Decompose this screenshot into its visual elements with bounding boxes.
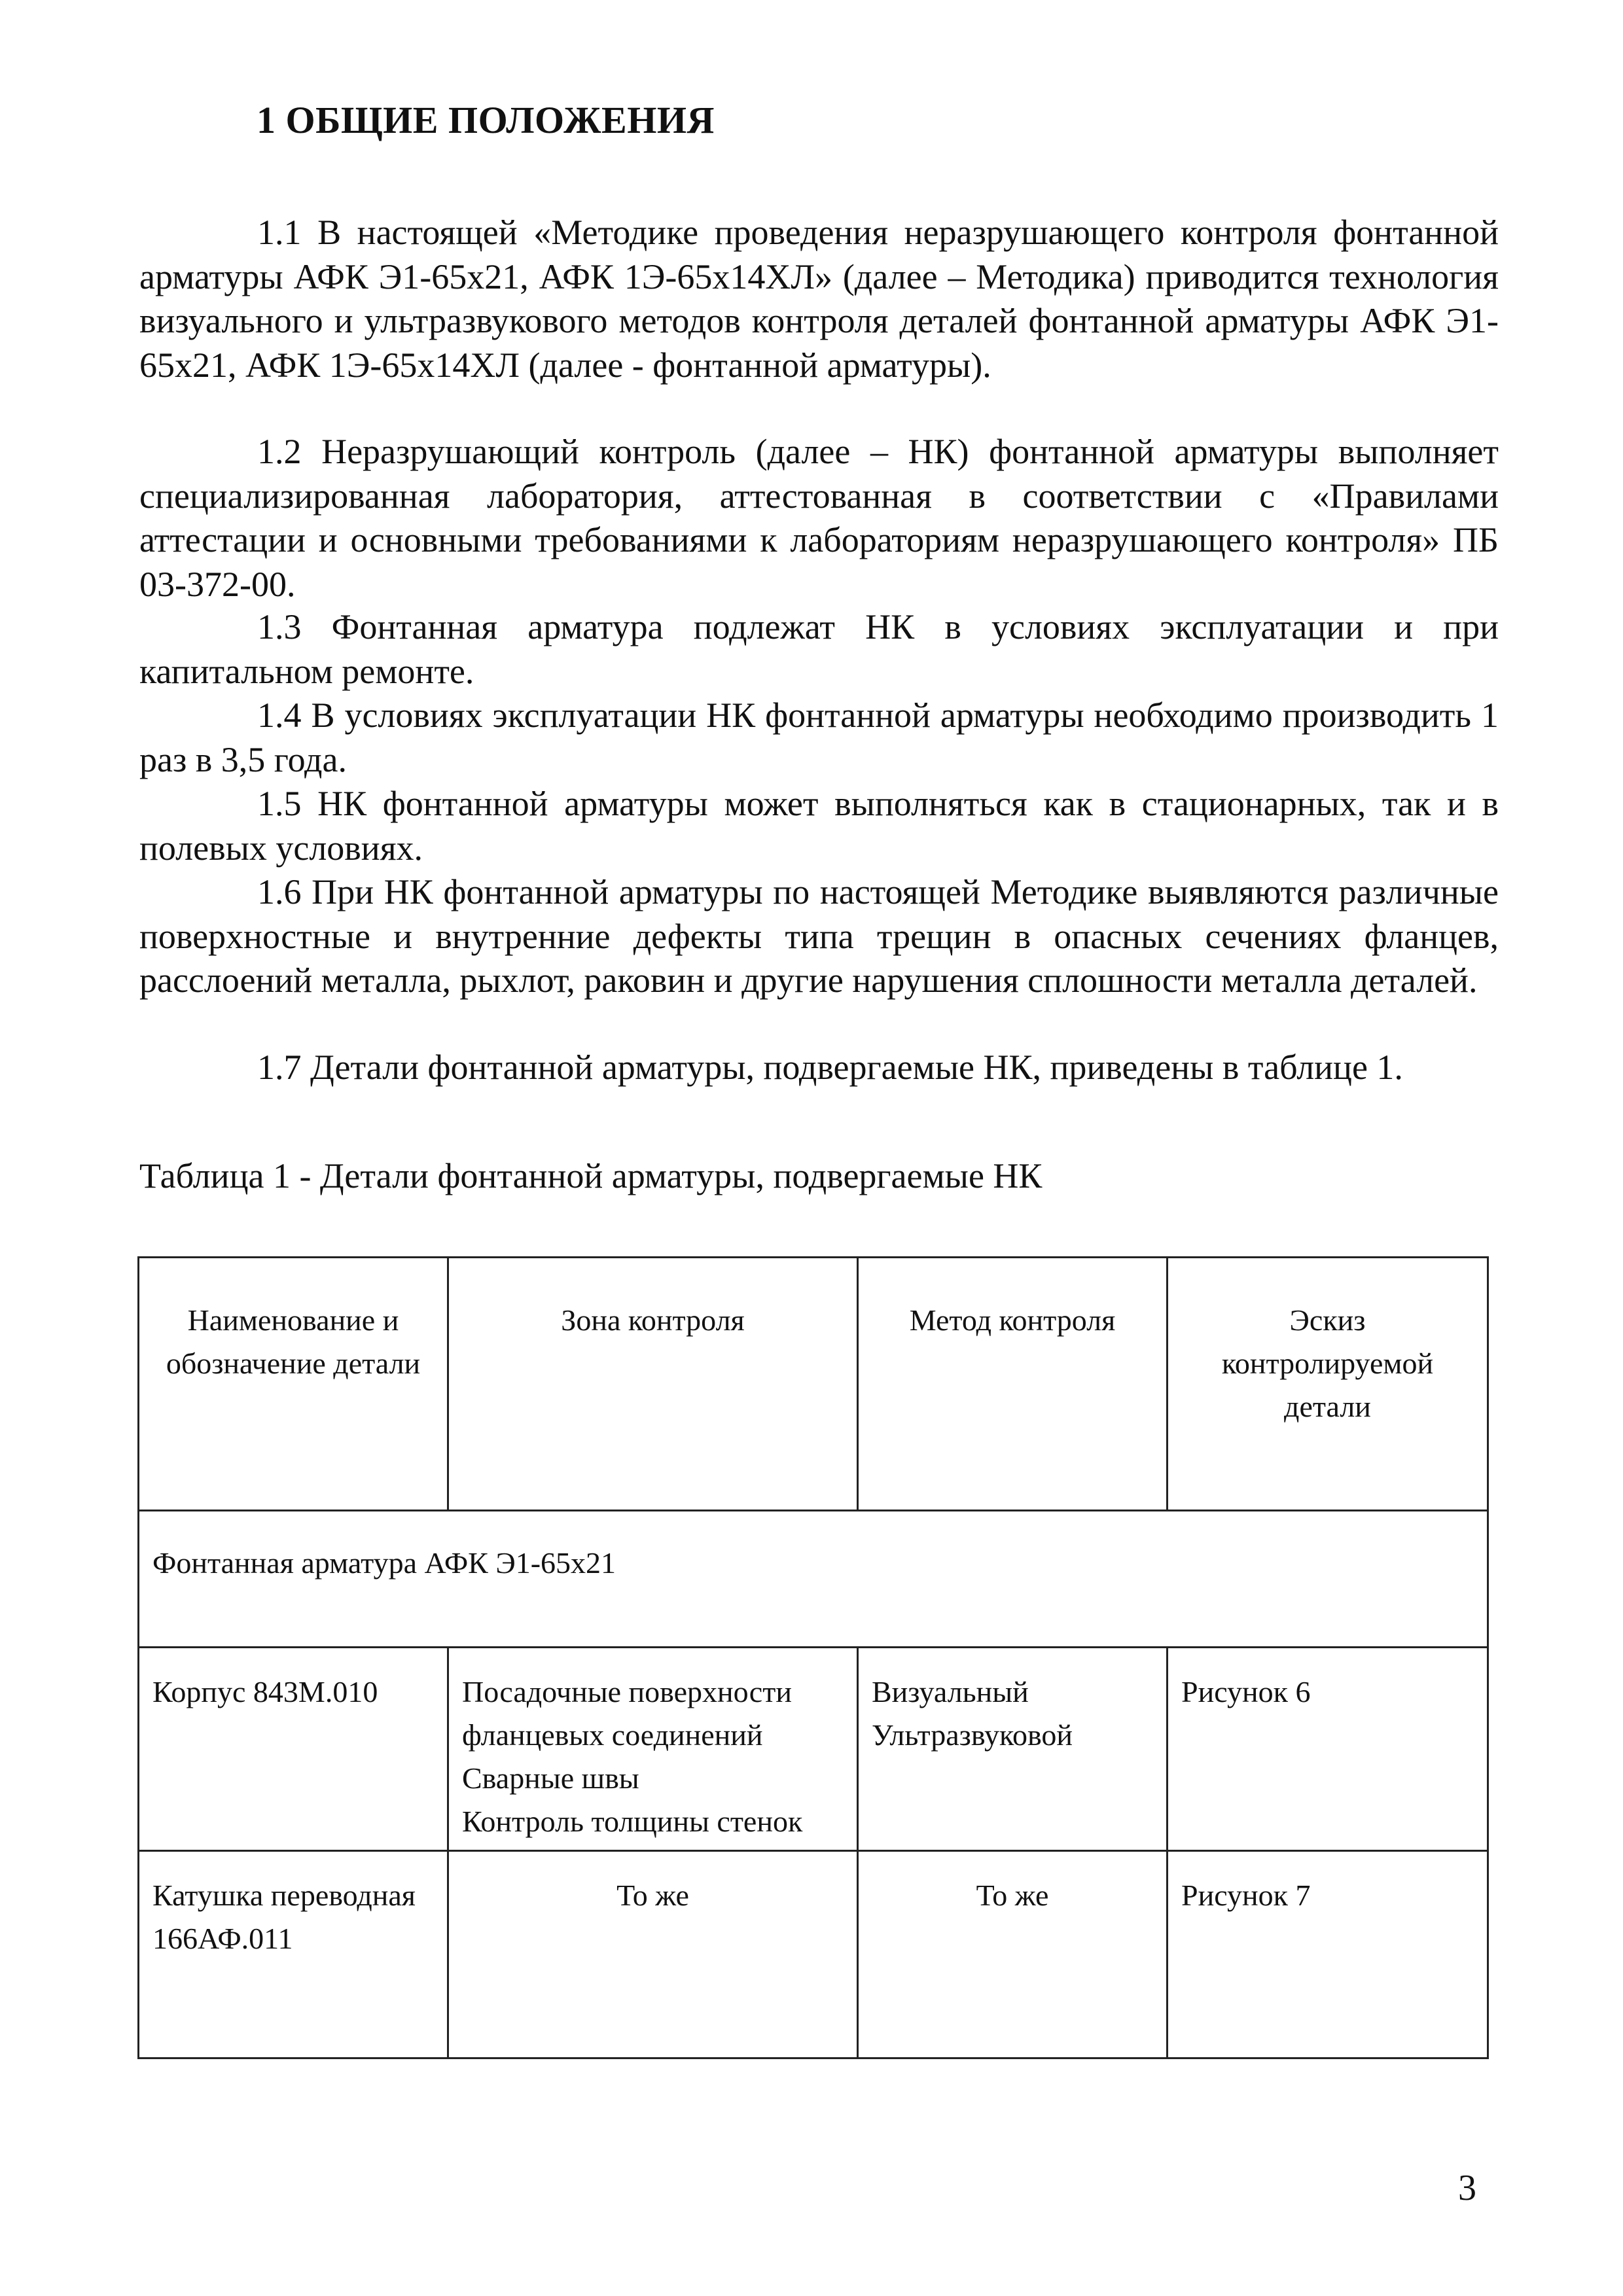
- paragraph-1-3: 1.3 Фонтанная арматура подлежат НК в условиях эксплуатации и при капитальном ремонте.: [139, 607, 1499, 691]
- cell-name: Корпус 843М.010: [139, 1648, 448, 1851]
- table-group-row: [139, 1511, 1488, 1648]
- section-heading: 1 ОБЩИЕ ПОЛОЖЕНИЯ: [257, 99, 715, 141]
- page-number: 3: [1458, 2168, 1476, 2208]
- paragraph-1-1: 1.1 В настоящей «Методике проведения неразрушающего контроля фонтанной арматуры АФК Э1-65х21, АФК 1Э-65х14ХЛ» (далее – Методика) приводится технология визуального и ультразвукового методов контроля деталей фонтанной арматуры АФК Э1-65х21, АФК 1Э-65х14ХЛ (далее - фонтанной арматуры).: [139, 213, 1499, 385]
- cell-zone: То же: [448, 1851, 858, 2058]
- zone-line: Сварные швы: [462, 1761, 639, 1795]
- table-header-row: [139, 1258, 1488, 1511]
- cell-sketch: Рисунок 7: [1168, 1851, 1488, 2058]
- header-method: Метод контроля: [858, 1258, 1168, 1511]
- cell-method: То же: [858, 1851, 1168, 2058]
- header-sketch: Эскиз контролируемой детали: [1168, 1258, 1488, 1511]
- cell-zone: [448, 1648, 858, 1851]
- paragraph-1-5: 1.5 НК фонтанной арматуры может выполняться как в стационарных, так и в полевых условиях.: [139, 784, 1499, 868]
- paragraph-1-2: 1.2 Неразрушающий контроль (далее – НК) фонтанной арматуры выполняет специализированная лаборатория, аттестованная в соответствии с «Правилами аттестации и основными требованиями к лабораториям неразрушающего контроля» ПБ 03-372-00.: [139, 432, 1499, 604]
- cell-name: Катушка переводная 166АФ.011: [139, 1851, 448, 2058]
- paragraph-1-7: 1.7 Детали фонтанной арматуры, подвергаемые НК, приведены в таблице 1.: [257, 1048, 1403, 1087]
- table-row: [139, 1851, 1488, 2058]
- paragraph-1-4: 1.4 В условиях эксплуатации НК фонтанной арматуры необходимо производить 1 раз в 3,5 года.: [139, 696, 1499, 779]
- header-zone: Зона контроля: [448, 1258, 858, 1511]
- cell-method: [858, 1648, 1168, 1851]
- table-caption: Таблица 1 - Детали фонтанной арматуры, подвергаемые НК: [139, 1156, 1043, 1195]
- method-line: Ультразвуковой: [872, 1718, 1073, 1752]
- group-label: Фонтанная арматура АФК Э1-65х21: [139, 1511, 1488, 1648]
- method-line: Визуальный: [872, 1675, 1029, 1708]
- cell-sketch: Рисунок 6: [1168, 1648, 1488, 1851]
- paragraph-1-6: 1.6 При НК фонтанной арматуры по настоящей Методике выявляются различные поверхностные и внутренние дефекты типа трещин в опасных сечениях фланцев, расслоений металла, рыхлот, раковин и другие нарушения сплошности металла деталей.: [139, 872, 1499, 1000]
- zone-line: Контроль толщины стенок: [462, 1805, 803, 1838]
- zone-line: Посадочные поверхности фланцевых соединений: [462, 1675, 792, 1752]
- header-name: Наименование и обозначение детали: [139, 1258, 448, 1511]
- parts-table: [137, 1256, 1489, 2059]
- table-row: [139, 1648, 1488, 1851]
